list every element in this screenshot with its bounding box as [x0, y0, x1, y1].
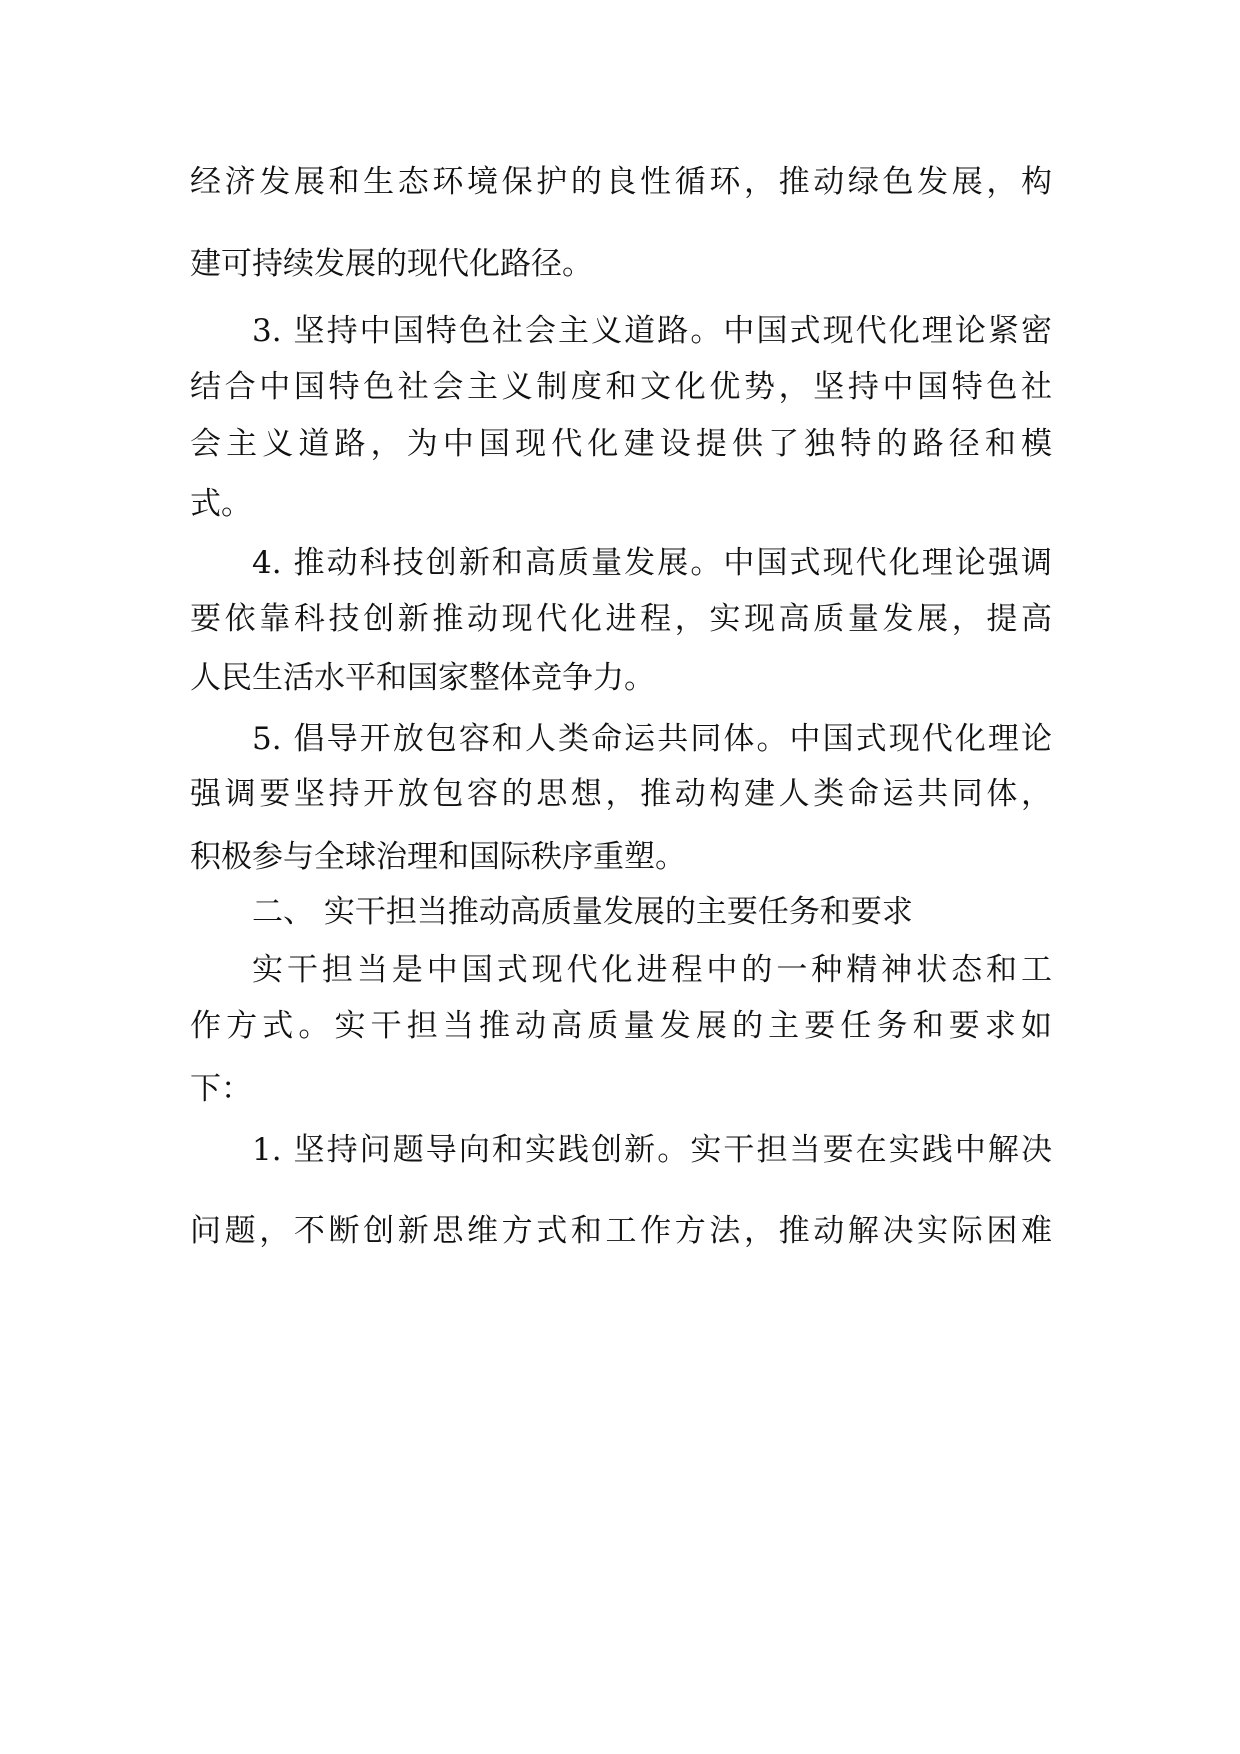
- text-line: 实干担当是中国式现代化进程中的一种精神状态和工: [252, 952, 1052, 988]
- text-line: 3. 坚持中国特色社会主义道路。中国式现代化理论紧密: [252, 313, 1052, 349]
- text-line: 作方式。实干担当推动高质量发展的主要任务和要求如: [190, 1008, 1052, 1044]
- text-line: 会主义道路，为中国现代化建设提供了独特的路径和模: [190, 426, 1052, 462]
- text-line: 积极参与全球治理和国际秩序重塑。: [190, 839, 686, 875]
- text-line: 结合中国特色社会主义制度和文化优势，坚持中国特色社: [190, 369, 1052, 405]
- text-line: 问题，不断创新思维方式和工作方法，推动解决实际困难: [190, 1213, 1052, 1249]
- text-line: 建可持续发展的现代化路径。: [190, 246, 593, 282]
- text-line: 下：: [190, 1071, 252, 1107]
- text-line: 人民生活水平和国家整体竞争力。: [190, 660, 655, 696]
- text-line: 4. 推动科技创新和高质量发展。中国式现代化理论强调: [252, 545, 1052, 581]
- text-line: 经济发展和生态环境保护的良性循环，推动绿色发展，构: [190, 164, 1052, 200]
- text-line: 要依靠科技创新推动现代化进程，实现高质量发展，提高: [190, 601, 1052, 637]
- text-line: 5. 倡导开放包容和人类命运共同体。中国式现代化理论: [252, 721, 1052, 757]
- text-line: 1. 坚持问题导向和实践创新。实干担当要在实践中解决: [252, 1132, 1052, 1168]
- text-line: 式。: [190, 486, 252, 522]
- text-line: 强调要坚持开放包容的思想，推动构建人类命运共同体，: [190, 776, 1052, 812]
- section-heading: 二、 实干担当推动高质量发展的主要任务和要求: [252, 894, 913, 930]
